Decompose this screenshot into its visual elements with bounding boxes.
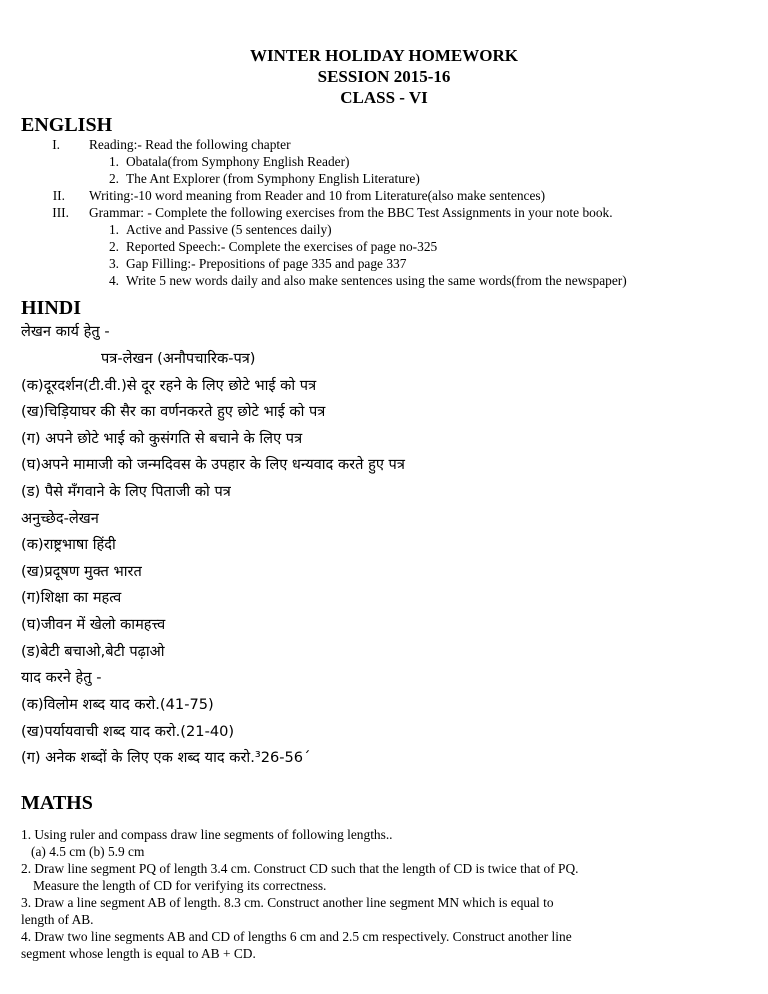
hindi-line: (क)विलोम शब्द याद करो.(41-75) [21, 696, 214, 713]
english-sub-g4: 4. [108, 273, 119, 288]
maths-line: 2. Draw line segment PQ of length 3.4 cm. Construct CD such that the length of CD is twice that of PQ. [21, 861, 579, 876]
english-sub-1: 1. [108, 154, 119, 169]
english-item-grammar: Grammar: - Complete the following exercises from the BBC Test Assignments in your note book. [89, 205, 613, 220]
hindi-line: (ग) अपने छोटे भाई को कुसंगति से बचाने के लिए पत्र [21, 430, 303, 447]
maths-line: (a) 4.5 cm (b) 5.9 cm [31, 844, 145, 859]
hindi-line: पत्र-लेखन (अनौपचारिक-पत्र) [101, 350, 256, 367]
english-subitem-gap-filling: Gap Filling:- Prepositions of page 335 and page 337 [126, 256, 407, 271]
doc-title-line1: WINTER HOLIDAY HOMEWORK [250, 46, 518, 65]
english-sub-g3: 3. [108, 256, 119, 271]
hindi-line: अनुच्छेद-लेखन [21, 510, 99, 527]
english-subitem-new-words: Write 5 new words daily and also make sentences using the same words(from the newspaper) [126, 273, 627, 288]
english-heading: ENGLISH [21, 114, 113, 136]
maths-line: Measure the length of CD for verifying its correctness. [33, 878, 327, 893]
maths-line: length of AB. [21, 912, 94, 927]
english-numeral-3: III. [52, 205, 69, 220]
hindi-line: (घ)जीवन में खेलो कामहत्त्व [21, 616, 166, 633]
english-subitem-active-passive: Active and Passive (5 sentences daily) [126, 222, 332, 237]
hindi-line: (ख)पर्यायवाची शब्द याद करो.(21-40) [21, 723, 235, 740]
hindi-line: (क)दूरदर्शन(टी.वी.)से दूर रहने के लिए छोटे भाई को पत्र [21, 377, 317, 394]
maths-line: 3. Draw a line segment AB of length. 8.3 cm. Construct another line segment MN which is equal to [21, 895, 554, 910]
hindi-line: लेखन कार्य हेतु - [21, 323, 110, 340]
english-sub-g2: 2. [108, 239, 119, 254]
hindi-line: (ड)बेटी बचाओ,बेटी पढ़ाओ [21, 643, 165, 660]
english-item-reading: Reading:- Read the following chapter [89, 137, 291, 152]
doc-title-line2: SESSION 2015-16 [317, 67, 451, 86]
english-sub-g1: 1. [108, 222, 119, 237]
english-sub-2: 2. [108, 171, 119, 186]
doc-title-line3: CLASS - VI [340, 88, 428, 107]
english-item-writing: Writing:-10 word meaning from Reader and 10 from Literature(also make sentences) [89, 188, 546, 203]
hindi-line: (घ)अपने मामाजी को जन्मदिवस के उपहार के लिए धन्यवाद करते हुए पत्र [21, 456, 405, 473]
maths-line: segment whose length is equal to AB + CD. [21, 946, 256, 961]
hindi-line: याद करने हेतु - [21, 669, 102, 686]
maths-line: 1. Using ruler and compass draw line segments of following lengths.. [21, 827, 393, 842]
hindi-line: (ख)चिड़ियाघर की सैर का वर्णनकरते हुए छोटे भाई को पत्र [21, 403, 326, 420]
english-numeral-1: I. [52, 137, 60, 152]
english-numeral-2: II. [52, 188, 65, 203]
hindi-line: (क)राष्ट्रभाषा हिंदी [21, 536, 116, 553]
hindi-line: (ख)प्रदूषण मुक्त भारत [21, 563, 142, 580]
english-subitem-obatala: Obatala(from Symphony English Reader) [126, 154, 350, 169]
english-subitem-reported-speech: Reported Speech:- Complete the exercises of page no-325 [126, 239, 438, 254]
maths-line: 4. Draw two line segments AB and CD of lengths 6 cm and 2.5 cm respectively. Construct another line [21, 929, 572, 944]
hindi-line: (ड) पैसे मँगवाने के लिए पिताजी को पत्र [21, 483, 231, 500]
english-subitem-ant-explorer: The Ant Explorer (from Symphony English Literature) [126, 171, 420, 186]
hindi-heading: HINDI [21, 297, 82, 319]
maths-heading: MATHS [21, 792, 93, 814]
hindi-line: (ग) अनेक शब्दों के लिए एक शब्द याद करो.³26-56´ [21, 749, 311, 766]
hindi-line: (ग)शिक्षा का महत्व [21, 589, 122, 606]
